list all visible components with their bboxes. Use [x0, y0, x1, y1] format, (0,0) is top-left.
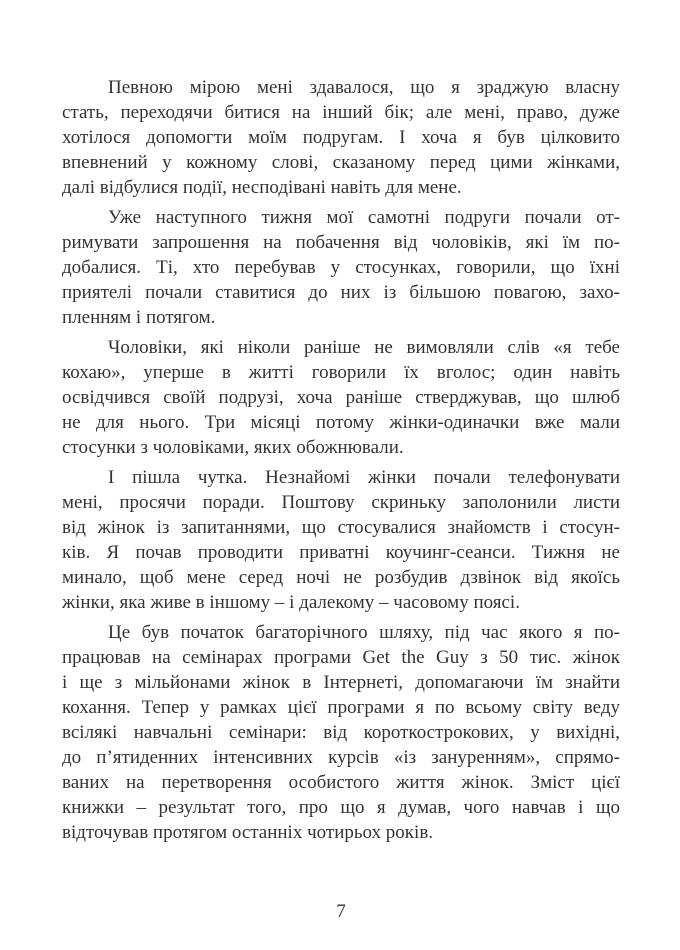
text-line: Чоловіки, які ніколи раніше не вимовляли слів «я тебе [108, 337, 620, 358]
paragraph [62, 205, 620, 330]
text-line: пленням і потягом. [62, 307, 216, 328]
text-line: книжки – результат того, про що я думав, чого навчав і що [62, 797, 620, 818]
text-line: добалися. Ті, хто перебував у стосунках, говорили, що їхні [62, 257, 620, 278]
text-line: Це був початок багаторічного шляху, під час якого я по- [108, 622, 620, 643]
text-line: ваних на перетворення особистого життя жінок. Зміст цієї [62, 772, 620, 793]
text-line: не для нього. Три місяці потому жінки-одиначки вже мали [62, 412, 620, 433]
text-line: до п’ятиденних інтенсивних курсів «із зануренням», спрямо- [62, 747, 620, 768]
page-number: 7 [336, 901, 346, 922]
paragraph [62, 75, 620, 200]
text-line: стосунки з чоловіками, яких обожнювали. [62, 437, 404, 458]
text-line: приятелі почали ставитися до них із більшою повагою, захо- [62, 282, 620, 303]
text-line: всілякі навчальні семінари: від короткострокових, у вихідні, [62, 722, 620, 743]
text-line: і ще з мільйонами жінок в Інтернеті, допомагаючи їм знайти [62, 672, 620, 693]
text-line: стать, переходячи битися на інший бік; але мені, право, дуже [62, 102, 620, 123]
text-line: працював на семінарах програми Get the Guy з 50 тис. жінок [62, 647, 620, 668]
text-line: минало, щоб мене серед ночі не розбудив дзвінок від якоїсь [62, 567, 620, 588]
paragraph [62, 335, 620, 460]
text-block [62, 75, 620, 845]
text-line: Певною мірою мені здавалося, що я зраджую власну [108, 77, 620, 98]
text-line: І пішла чутка. Незнайомі жінки почали телефонувати [108, 467, 620, 488]
text-line: римувати запрошення на побачення від чоловіків, які їм по- [62, 232, 620, 253]
paragraph [62, 620, 620, 845]
text-line: мені, просячи поради. Поштову скриньку заполонили листи [62, 492, 620, 513]
text-line: впевнений у кожному слові, сказаному перед цими жінками, [62, 152, 620, 173]
text-line: від жінок із запитаннями, що стосувалися знайомств і стосун- [62, 517, 620, 538]
text-line: жінки, яка живе в іншому – і далекому – часовому поясі. [62, 592, 520, 613]
text-line: Уже наступного тижня мої самотні подруги почали от- [108, 207, 620, 228]
text-line: відточував протягом останніх чотирьох років. [62, 822, 434, 843]
text-line: хотілося допомогти моїм подругам. І хоча я був цілковито [62, 127, 620, 148]
text-line: кохання. Тепер у рамках цієї програми я по всьому світу веду [62, 697, 620, 718]
text-line: далі відбулися події, несподівані навіть для мене. [62, 177, 462, 198]
paragraph [62, 465, 620, 615]
text-line: освідчився своїй подрузі, хоча раніше стверджував, що шлюб [62, 387, 620, 408]
text-line: ків. Я почав проводити приватні коучинг-сеанси. Тижня не [62, 542, 620, 563]
text-line: кохаю», уперше в житті говорили їх вголос; один навіть [62, 362, 620, 383]
